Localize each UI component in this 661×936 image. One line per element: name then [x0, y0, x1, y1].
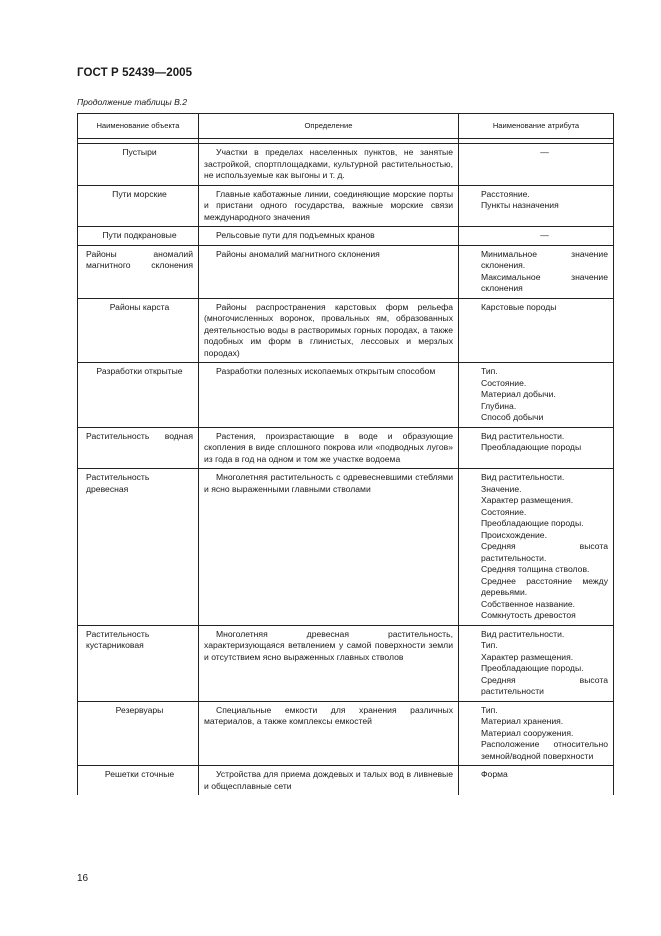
attribute-item: —: [540, 147, 549, 157]
attribute-item: Расположение относительно земной/водной поверхности: [481, 739, 608, 761]
attribute-item: Вид растительности.: [481, 430, 565, 441]
attribute-item: Средняя высота растительности: [481, 674, 608, 696]
attribute-item: Способ добычи: [481, 412, 544, 422]
attribute-item: Форма: [481, 769, 508, 779]
definition-text: Разработки полезных ископаемых открытым способом: [216, 366, 436, 376]
table-row: [78, 185, 614, 227]
attribute-item: Характер размещения.: [481, 651, 574, 662]
object-name-cell: Решетки сточные: [78, 766, 199, 796]
definition-text: Специальные емкости для хранения различных материалов, а также комплексы емкостей: [204, 704, 453, 726]
attribute-item: Минимальное значение склонения.: [481, 248, 608, 270]
column-header-definition: Определение: [199, 114, 459, 139]
attribute-item: Сомкнутость древостоя: [481, 610, 576, 620]
attribute-item: Характер размещения.: [481, 495, 574, 505]
table-header-row: [78, 114, 614, 139]
attribute-item: Расстояние.: [481, 188, 530, 199]
attribute-item: Преобладающие породы: [481, 442, 582, 452]
attribute-item: Значение.: [481, 483, 522, 494]
table-row: [78, 469, 614, 626]
definition-cell: [199, 469, 459, 626]
definition-cell: [199, 298, 459, 363]
attribute-cell: [459, 144, 614, 186]
object-name-cell: Пути подкрановые: [78, 227, 199, 246]
object-name-cell: Резервуары: [78, 701, 199, 766]
definitions-table: [77, 113, 614, 795]
document-header: ГОСТ Р 52439—2005: [77, 67, 193, 79]
attribute-item: Собственное название.: [481, 598, 576, 609]
definition-text: Многолетняя растительность с одревесневшими стеблями и ясно выраженными главными стволами: [204, 472, 453, 494]
object-name-cell: Растительность древесная: [78, 469, 199, 626]
attribute-cell: [459, 625, 614, 701]
definition-cell: [199, 144, 459, 186]
attribute-item: Преобладающие породы.: [481, 663, 584, 673]
definition-cell: [199, 245, 459, 298]
table-row: [78, 766, 614, 796]
attribute-cell: [459, 298, 614, 363]
attribute-item: Максимальное значение склонения: [481, 271, 608, 293]
attribute-cell: [459, 427, 614, 469]
attribute-item: Карстовые породы: [481, 301, 557, 312]
attribute-item: Тип.: [481, 640, 498, 650]
page-number: 16: [77, 873, 89, 884]
attribute-cell: [459, 766, 614, 796]
definition-text: Участки в пределах населенных пунктов, не занятые застройкой, спортплощадками, культурной растительностью, не используемые как выгоны и т. д.: [204, 147, 453, 180]
definition-cell: [199, 766, 459, 796]
attribute-cell: [459, 469, 614, 626]
table-row: [78, 625, 614, 701]
column-header-attribute: Наименование атрибута: [459, 114, 614, 139]
object-name-cell: Пути морские: [78, 185, 199, 227]
definition-text: Растения, произрастающие в воде и образующие скопления в виде сплошного покрова или «подводных лугов» из года в год на одном и том же участке водоема: [204, 430, 453, 464]
attribute-item: Вид растительности.: [481, 628, 565, 639]
definition-text: Районы аномалий магнитного склонения: [216, 248, 380, 259]
attribute-cell: [459, 363, 614, 428]
object-name-cell: Растительность кустарниковая: [78, 625, 199, 701]
attribute-item: Глубина.: [481, 400, 517, 411]
object-name-cell: Разработки открытые: [78, 363, 199, 428]
definition-cell: [199, 363, 459, 428]
attribute-item: Средняя высота растительности.: [481, 541, 608, 563]
definition-text: Районы распространения карстовых форм рельефа (многочисленных воронок, провальных ям, образованных деятельностью воды в растворимых горных породах, а также подобных им форм в глинистых, лессовых и мерзлых породах): [204, 301, 453, 358]
definition-cell: [199, 227, 459, 246]
definition-text: Многолетняя древесная растительность, характеризующаяся ветвлением у самой поверхности земли и отсутствием ясно выраженных главных стволов: [204, 628, 453, 662]
table-row: [78, 245, 614, 298]
attribute-item: Средняя толщина стволов.: [481, 564, 590, 574]
attribute-item: Состояние.: [481, 377, 527, 388]
object-name-cell: Растительность водная: [78, 427, 199, 469]
definition-text: Рельсовые пути для подъемных кранов: [216, 230, 375, 240]
attribute-item: Тип.: [481, 366, 498, 376]
attribute-item: Состояние.: [481, 506, 527, 517]
table-row: [78, 363, 614, 428]
table-row: [78, 701, 614, 766]
attribute-cell: [459, 245, 614, 298]
definition-text: Устройства для приема дождевых и талых вод в ливневые и общесплавные сети: [204, 769, 453, 791]
attribute-cell: [459, 227, 614, 246]
attribute-item: Материал сооружения.: [481, 727, 574, 738]
object-name-cell: Районы карста: [78, 298, 199, 363]
definition-text: Главные каботажные линии, соединяющие морские порты и пристани одного государства, важные морские связи международного значения: [204, 188, 453, 222]
table-row: [78, 427, 614, 469]
table-caption: Продолжение таблицы В.2: [77, 97, 187, 107]
attribute-item: Пункты назначения: [481, 200, 559, 210]
attribute-item: Среднее расстояние между деревьями.: [481, 575, 608, 597]
object-name-cell: Пустыри: [78, 144, 199, 186]
column-header-object: Наименование объекта: [78, 114, 199, 139]
table-row: [78, 144, 614, 186]
definition-cell: [199, 185, 459, 227]
attribute-item: Вид растительности.: [481, 472, 565, 482]
table-row: [78, 298, 614, 363]
attribute-cell: [459, 701, 614, 766]
definition-cell: [199, 701, 459, 766]
attribute-item: Преобладающие породы.: [481, 518, 584, 528]
attribute-item: Материал хранения.: [481, 716, 564, 726]
attribute-item: Материал добычи.: [481, 389, 556, 399]
attribute-item: —: [540, 230, 549, 240]
definition-cell: [199, 625, 459, 701]
attribute-item: Тип.: [481, 704, 498, 715]
attribute-item: Происхождение.: [481, 529, 547, 540]
table-row: [78, 227, 614, 246]
table-body: [78, 144, 614, 796]
definition-cell: [199, 427, 459, 469]
attribute-cell: [459, 185, 614, 227]
object-name-cell: Районы аномалий магнитного склонения: [78, 245, 199, 298]
